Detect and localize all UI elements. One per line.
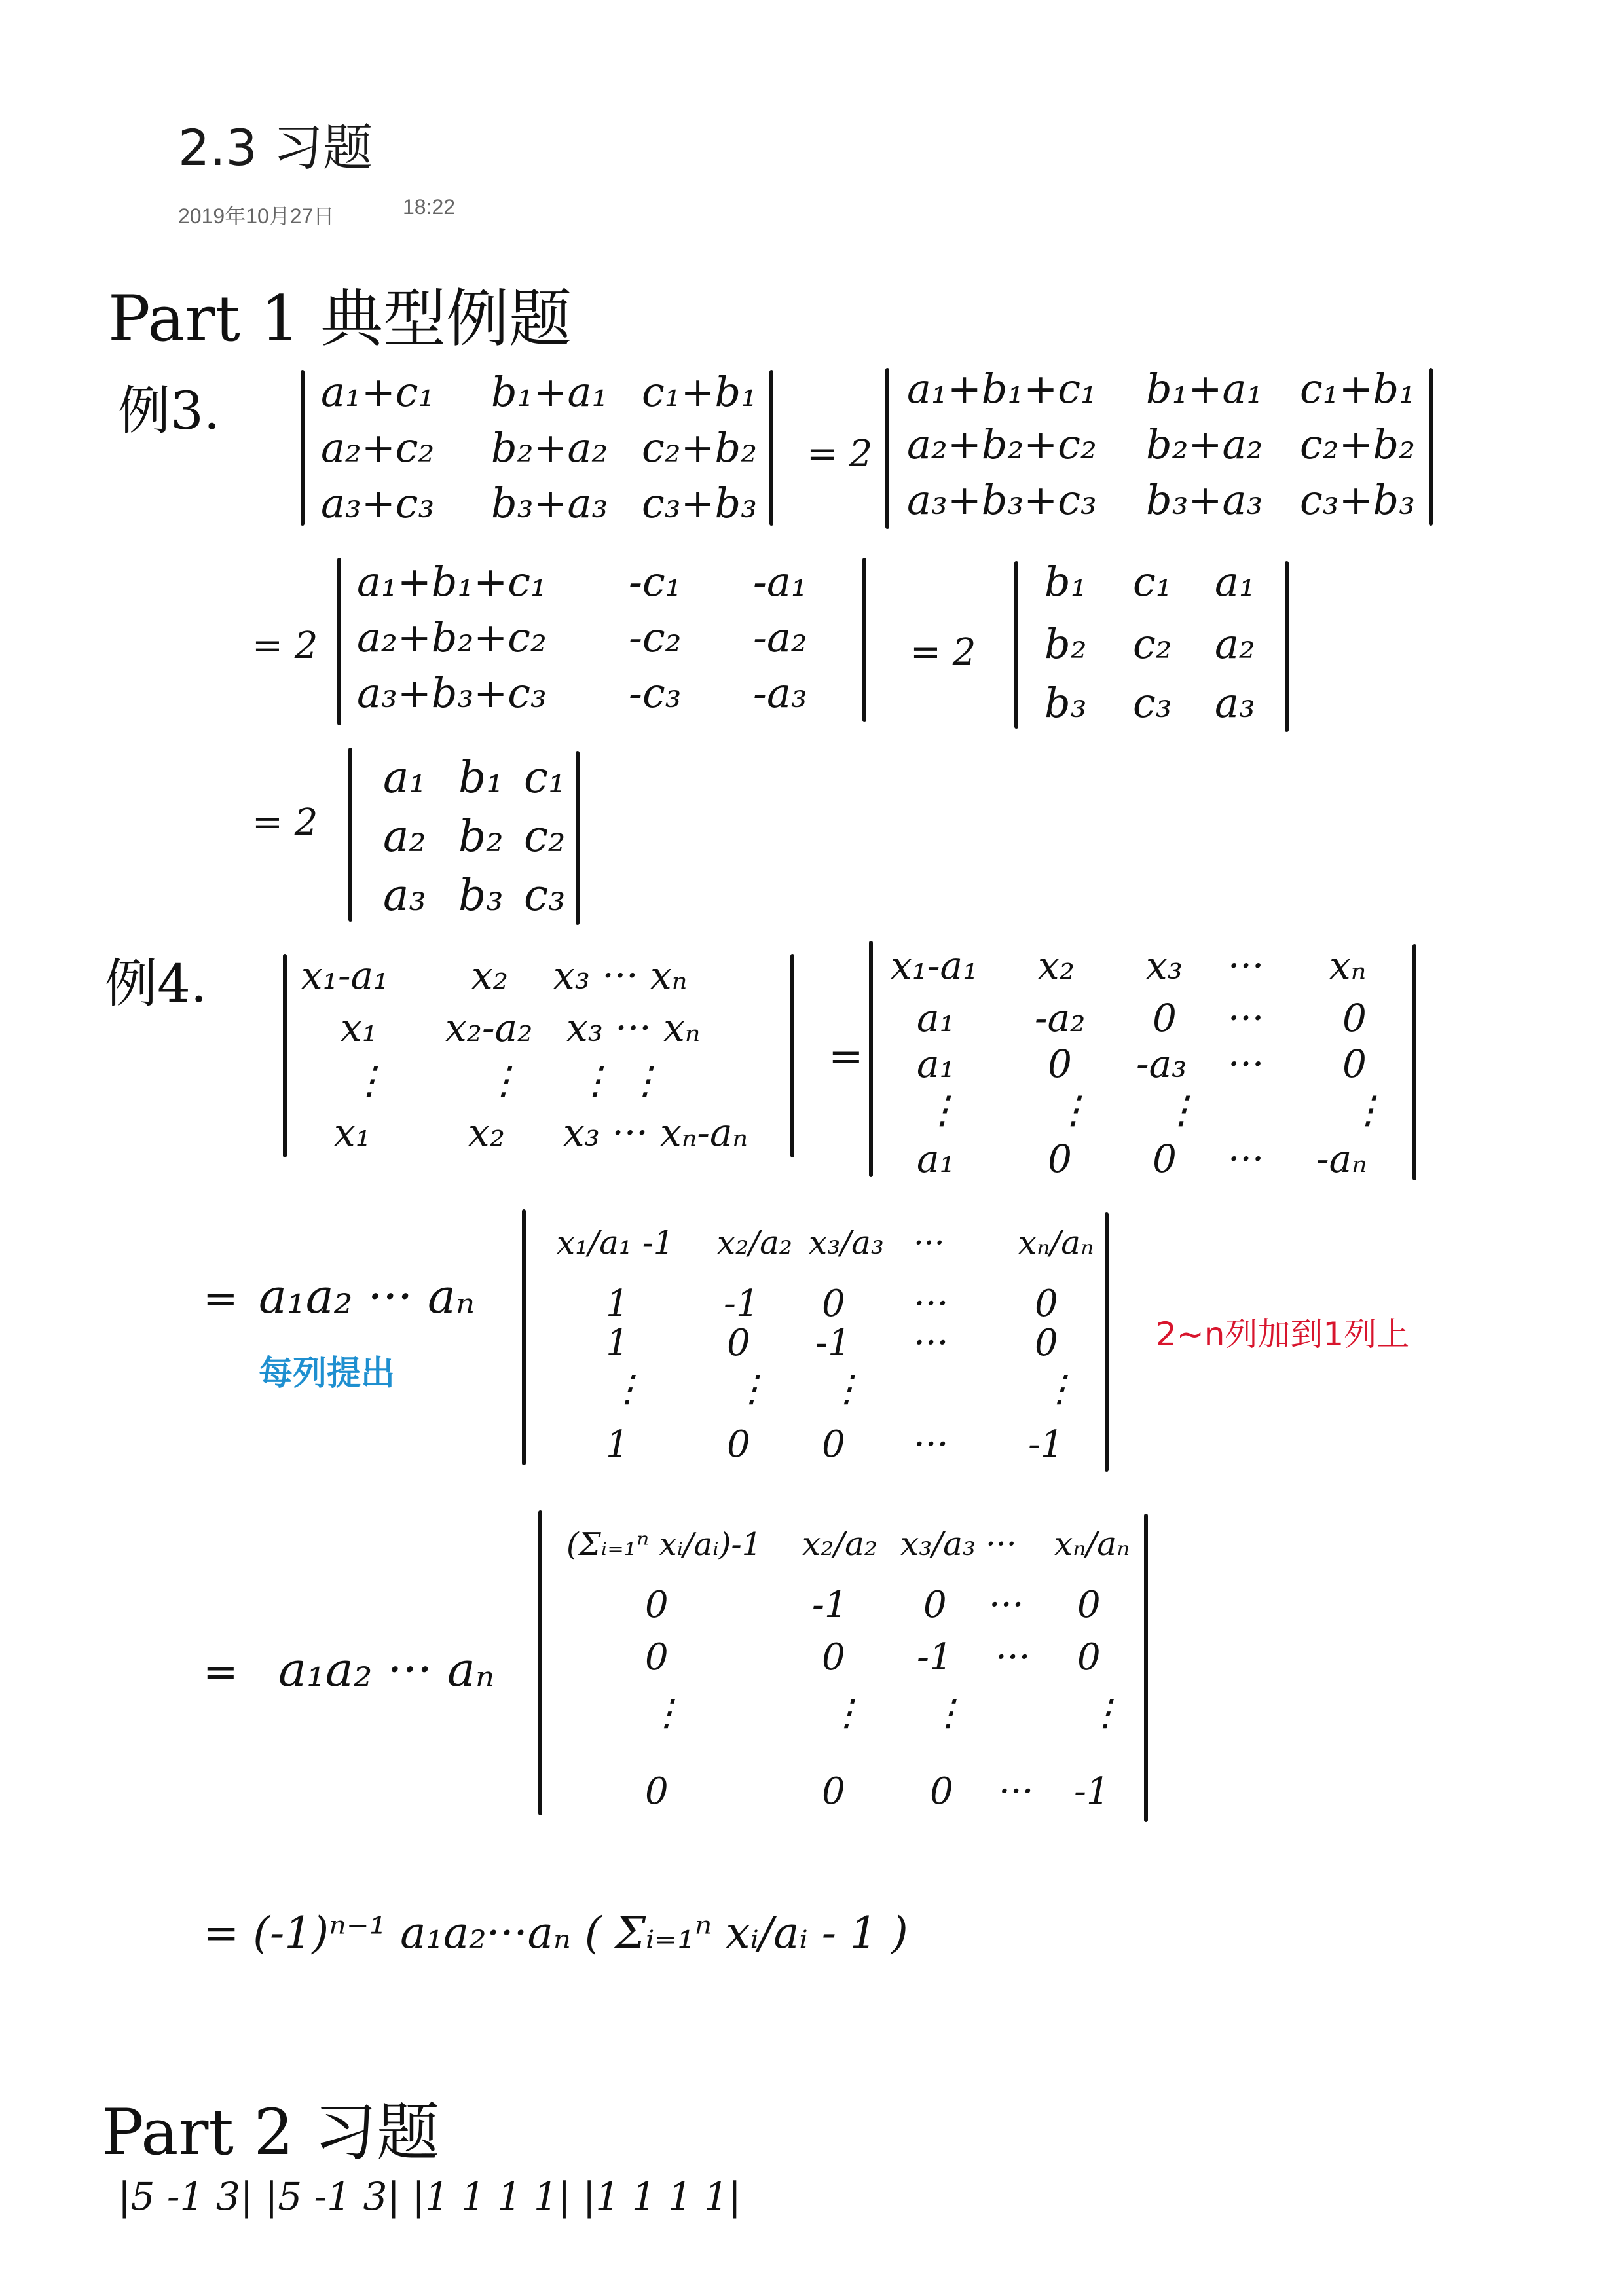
cell: a₂ bbox=[1215, 620, 1255, 668]
cell: b₂+a₂ bbox=[491, 424, 608, 471]
equals-sign: = bbox=[828, 1032, 864, 1081]
cell: a₃ bbox=[383, 870, 426, 920]
cell: 0 bbox=[822, 1423, 845, 1466]
ex3-eq1-left-det bbox=[303, 368, 771, 527]
cell: 0 bbox=[727, 1322, 750, 1364]
cell: 0 bbox=[645, 1584, 669, 1626]
cell: (Σᵢ₌₁ⁿ xᵢ/aᵢ)-1 bbox=[566, 1526, 762, 1563]
cell: ⋮ bbox=[1054, 1087, 1092, 1132]
ex4-m3-det bbox=[524, 1211, 1107, 1470]
equals-sign: = bbox=[203, 1648, 238, 1696]
cell: b₁ bbox=[458, 752, 504, 803]
cell: -1 bbox=[812, 1584, 848, 1626]
cell: c₁ bbox=[1133, 558, 1172, 606]
cell: ··· bbox=[986, 1525, 1017, 1563]
cell: ⋮ bbox=[923, 1087, 961, 1132]
cell: x₂-a₂ bbox=[445, 1006, 533, 1050]
cell: a₂ bbox=[383, 811, 426, 862]
cell: xₙ/aₙ bbox=[1054, 1525, 1130, 1563]
cell: x₂/a₂ bbox=[717, 1224, 792, 1262]
cell: b₁+a₁ bbox=[1146, 365, 1263, 412]
cell: a₁ bbox=[917, 1137, 955, 1181]
cell: a₁+b₁+c₁ bbox=[907, 365, 1097, 412]
ex4-m4-det bbox=[540, 1512, 1146, 1820]
cell: a₃+c₃ bbox=[321, 479, 435, 527]
cell: x₁-a₁ bbox=[301, 953, 389, 998]
cell: c₂ bbox=[1133, 620, 1172, 668]
cell: c₂ bbox=[524, 811, 566, 862]
cell: -c₂ bbox=[629, 613, 682, 661]
ex3-eq4-det bbox=[350, 750, 578, 923]
cell: 0 bbox=[645, 1770, 669, 1813]
cell: x₂ bbox=[1038, 943, 1075, 988]
cell: b₂ bbox=[458, 811, 504, 862]
page-date: 2019年10月27日 bbox=[178, 204, 335, 228]
cell: a₁+c₁ bbox=[321, 368, 435, 416]
cell: 0 bbox=[1035, 1283, 1058, 1325]
cell: -1 bbox=[1074, 1770, 1110, 1813]
cell: ⋮ bbox=[828, 1692, 865, 1734]
cell: x₂ bbox=[471, 953, 508, 998]
cell: c₁ bbox=[524, 752, 566, 803]
cell: 1 bbox=[606, 1283, 629, 1325]
cell: b₁ bbox=[1044, 558, 1087, 606]
ex4-m1-det bbox=[285, 953, 792, 1156]
cell: 0 bbox=[930, 1770, 953, 1813]
cell: c₃ bbox=[1133, 679, 1172, 727]
cell: 0 bbox=[1153, 1137, 1177, 1181]
cell: b₂ bbox=[1044, 620, 1087, 668]
red-note: 2~n列加到1列上 bbox=[1156, 1315, 1410, 1353]
cell: ⋮ bbox=[930, 1692, 967, 1734]
cell: ··· bbox=[913, 1283, 949, 1325]
cell: a₂+b₂+c₂ bbox=[357, 613, 547, 661]
cell: ··· bbox=[913, 1224, 945, 1262]
cell: b₂+a₂ bbox=[1146, 420, 1263, 468]
cell: x₁-a₁ bbox=[891, 943, 978, 988]
ex4-m2-det bbox=[871, 943, 1414, 1181]
equals-2: = 2 bbox=[910, 631, 976, 674]
cell: c₂+b₂ bbox=[642, 424, 758, 471]
cell: -c₃ bbox=[629, 669, 682, 717]
cell: 0 bbox=[1048, 1042, 1072, 1086]
cell: x₃/a₃ bbox=[809, 1224, 884, 1262]
cell: x₁ bbox=[341, 1006, 377, 1050]
page-time: 18:22 bbox=[403, 195, 456, 219]
cell: b₃+a₃ bbox=[491, 479, 608, 527]
cell: -a₃ bbox=[753, 669, 807, 717]
cell: c₃ bbox=[524, 870, 566, 920]
cell: xₙ/aₙ bbox=[1018, 1224, 1094, 1262]
cell: -aₙ bbox=[1316, 1137, 1367, 1181]
cell: x₂ bbox=[468, 1110, 505, 1155]
cell: c₁+b₁ bbox=[1300, 365, 1416, 412]
cell: ··· bbox=[1228, 996, 1264, 1040]
cell: ⋮ bbox=[1349, 1087, 1387, 1132]
cell: x₃ ··· xₙ bbox=[566, 1006, 701, 1050]
cell: x₂/a₂ bbox=[802, 1525, 877, 1563]
cell: x₁/a₁ -1 bbox=[557, 1224, 674, 1262]
product-a1-an: a₁a₂ ··· aₙ bbox=[278, 1642, 495, 1697]
cell: ⋮ bbox=[1087, 1692, 1124, 1734]
cell: ⋮ bbox=[733, 1368, 770, 1410]
cell: 1 bbox=[606, 1423, 629, 1466]
cell: a₁ bbox=[917, 1042, 955, 1086]
ex3-eq2-det bbox=[339, 558, 864, 723]
blue-note: 每列提出 bbox=[259, 1354, 396, 1393]
cell: 0 bbox=[1342, 1042, 1367, 1086]
cell: xₙ bbox=[1329, 943, 1367, 988]
cell: b₃ bbox=[1044, 679, 1087, 727]
cell: -1 bbox=[917, 1636, 953, 1679]
cell: x₃/a₃ bbox=[900, 1525, 976, 1563]
cell: ··· bbox=[913, 1423, 949, 1466]
cell: -1 bbox=[724, 1283, 760, 1325]
cell: c₂+b₂ bbox=[1300, 420, 1416, 468]
equals-2: = 2 bbox=[252, 801, 318, 844]
cell: a₂+c₂ bbox=[321, 424, 435, 471]
cell: ⋮ bbox=[1041, 1368, 1078, 1410]
cell: ⋮ ⋮ bbox=[576, 1058, 665, 1102]
cell: c₃+b₃ bbox=[1300, 476, 1416, 524]
part1-heading: Part 1 典型例题 bbox=[108, 282, 572, 355]
cell: ··· bbox=[1228, 943, 1264, 988]
cell: ··· bbox=[989, 1584, 1024, 1626]
cell: ⋮ bbox=[350, 1058, 388, 1102]
part2-partial-row: |5 -1 3| |5 -1 3| |1 1 1 1| |1 1 1 1| bbox=[118, 2174, 741, 2219]
ex3-eq1-right-det bbox=[887, 365, 1431, 527]
cell: ⋮ bbox=[1162, 1087, 1200, 1132]
cell: 0 bbox=[1342, 996, 1367, 1040]
cell: a₁ bbox=[917, 996, 955, 1040]
cell: -1 bbox=[1028, 1423, 1064, 1466]
cell: b₃ bbox=[458, 870, 504, 920]
cell: -c₁ bbox=[629, 558, 682, 606]
cell: a₃+b₃+c₃ bbox=[907, 476, 1097, 524]
cell: a₁ bbox=[383, 752, 426, 803]
cell: -a₂ bbox=[753, 613, 807, 661]
cell: 0 bbox=[923, 1584, 947, 1626]
cell: -a₃ bbox=[1136, 1042, 1187, 1086]
cell: 0 bbox=[727, 1423, 750, 1466]
cell: ··· bbox=[1228, 1042, 1264, 1086]
cell: 0 bbox=[1077, 1584, 1101, 1626]
cell: b₃+a₃ bbox=[1146, 476, 1263, 524]
cell: 0 bbox=[1035, 1322, 1058, 1364]
cell: x₃ ··· xₙ-aₙ bbox=[563, 1110, 748, 1155]
cell: 0 bbox=[822, 1770, 845, 1813]
cell: x₁ bbox=[334, 1110, 371, 1155]
cell: c₁+b₁ bbox=[642, 368, 758, 416]
part2-heading: Part 2 习题 bbox=[101, 2096, 440, 2169]
final-result: = (-1)ⁿ⁻¹ a₁a₂···aₙ ( Σᵢ₌₁ⁿ xᵢ/aᵢ - 1 ) bbox=[203, 1908, 908, 1958]
equals-sign: = bbox=[203, 1275, 238, 1323]
cell: 0 bbox=[1048, 1137, 1072, 1181]
cell: -a₂ bbox=[1035, 996, 1086, 1040]
cell: a₁ bbox=[1215, 558, 1255, 606]
page-title: 2.3 习题 bbox=[178, 118, 373, 177]
cell: -1 bbox=[815, 1322, 851, 1364]
cell: a₃ bbox=[1215, 679, 1255, 727]
ex4-label: 例4. bbox=[105, 953, 208, 1014]
product-a1-an: a₁a₂ ··· aₙ bbox=[259, 1269, 475, 1324]
cell: ··· bbox=[995, 1636, 1031, 1679]
cell: x₃ ··· xₙ bbox=[553, 953, 688, 998]
cell: ··· bbox=[913, 1322, 949, 1364]
cell: ⋮ bbox=[485, 1058, 523, 1102]
ex3-label: 例3. bbox=[118, 380, 221, 441]
cell: x₃ bbox=[1146, 943, 1183, 988]
cell: 0 bbox=[822, 1283, 845, 1325]
cell: 0 bbox=[822, 1636, 845, 1679]
ex3-eq3-det bbox=[1016, 558, 1287, 730]
cell: c₃+b₃ bbox=[642, 479, 758, 527]
cell: ⋮ bbox=[609, 1368, 646, 1410]
equals-2: = 2 bbox=[807, 433, 873, 475]
cell: 1 bbox=[606, 1322, 629, 1364]
cell: ⋮ bbox=[828, 1368, 865, 1410]
cell: ⋮ bbox=[648, 1692, 685, 1734]
cell: ··· bbox=[1228, 1137, 1264, 1181]
cell: a₃+b₃+c₃ bbox=[357, 669, 547, 717]
cell: 0 bbox=[1077, 1636, 1101, 1679]
cell: b₁+a₁ bbox=[491, 368, 608, 416]
cell: a₂+b₂+c₂ bbox=[907, 420, 1097, 468]
cell: ··· bbox=[999, 1770, 1034, 1813]
cell: a₁+b₁+c₁ bbox=[357, 558, 547, 606]
cell: 0 bbox=[645, 1636, 669, 1679]
cell: 0 bbox=[1153, 996, 1177, 1040]
cell: -a₁ bbox=[753, 558, 807, 606]
equals-2: = 2 bbox=[252, 625, 318, 667]
